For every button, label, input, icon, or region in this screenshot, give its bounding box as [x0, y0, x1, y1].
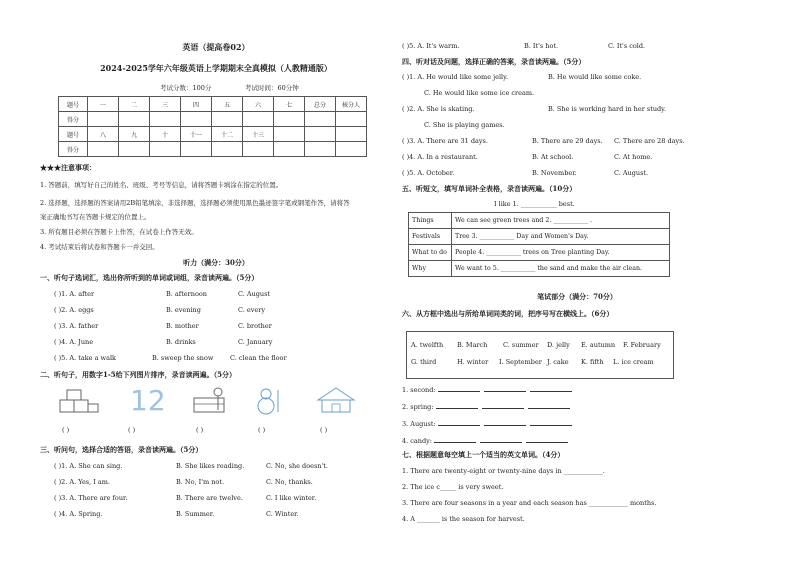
table-cell: 十	[150, 127, 181, 142]
table-cell: 六	[243, 97, 274, 112]
question-3-5[interactable]: ( )5. A. It's warm.	[402, 42, 460, 50]
table-value[interactable]: Tree 3. ___________ Day and Women's Day.	[452, 229, 670, 245]
word-option: J. cake	[547, 358, 569, 366]
option-b[interactable]: B. evening	[166, 306, 201, 314]
table-cell: 八	[88, 127, 119, 142]
answer-bracket[interactable]: ( )	[320, 426, 328, 434]
score-input-cell[interactable]	[212, 142, 243, 157]
word-option: H. winter	[457, 358, 489, 366]
option-c[interactable]: C. clean the floor	[230, 354, 287, 362]
option-c[interactable]: C. January	[238, 338, 273, 346]
table-cell: 得分	[59, 112, 88, 127]
option-b[interactable]: B. He would like some coke.	[548, 73, 642, 81]
table-value[interactable]: People 4. ___________ trees on Tree planting Day.	[452, 245, 670, 261]
option-b[interactable]: B. She likes reading.	[176, 462, 245, 470]
note-item: 1. 答题前，填写好自己的姓名、班级、考号等信息，请将答题卡填涂在指定的位置。	[40, 181, 283, 189]
table-cell	[336, 142, 367, 157]
option-b[interactable]: B. sweep the snow	[152, 354, 214, 362]
table-cell: 九	[119, 127, 150, 142]
word-option: A. twelfth	[411, 341, 444, 349]
option-b[interactable]: B. No, I'm not.	[176, 478, 225, 486]
section-1-title: 一、听句子选词汇，选出你所听到的单词或词组，录音读两遍。（5分）	[40, 273, 259, 282]
question-1-1[interactable]: ( )1. A. after	[54, 290, 95, 298]
table-key: Why	[409, 261, 452, 277]
answer-blank[interactable]	[436, 402, 478, 409]
question-1-3[interactable]: ( )3. A. father	[54, 322, 99, 330]
table-cell: 总分	[305, 97, 336, 112]
table-cell: 一	[88, 97, 119, 112]
match-label: 2. spring:	[402, 403, 434, 411]
table-cell: 三	[150, 97, 181, 112]
score-input-cell[interactable]	[119, 112, 150, 127]
option-c[interactable]: C. It's cold.	[608, 42, 646, 50]
match-label: 4. candy:	[402, 437, 432, 445]
match-line	[402, 385, 574, 394]
option-c[interactable]: C. every	[238, 306, 266, 314]
option-c[interactable]: C. She is playing games.	[424, 121, 505, 129]
number-twelve-picture: 12	[130, 384, 166, 417]
word-option: F. February	[623, 341, 661, 349]
section-3-title: 三、听问句，选择合适的答语，录音读两遍。（5分）	[40, 445, 203, 454]
score-info: 考试分数：100分	[160, 84, 212, 92]
paper-subtitle: 2024-2025学年六年级英语上学期期末全真模拟（人教精通版）	[100, 63, 332, 73]
table-cell: 题号	[59, 97, 88, 112]
table-cell	[305, 142, 336, 157]
table-cell	[305, 127, 336, 142]
score-input-cell[interactable]	[336, 112, 367, 127]
score-input-cell[interactable]	[243, 142, 274, 157]
answer-blank[interactable]	[434, 436, 476, 443]
option-c[interactable]: C. brother	[238, 322, 272, 330]
option-c[interactable]: C. August	[238, 290, 271, 298]
answer-blank[interactable]	[526, 436, 568, 443]
word-option: K. fifth	[581, 358, 604, 366]
answer-blank[interactable]	[484, 385, 526, 392]
note-item: 4. 考试结束后将试卷和答题卡一并交回。	[40, 243, 159, 251]
table-cell: 四	[181, 97, 212, 112]
question-1-4[interactable]: ( )4. A. June	[54, 338, 94, 346]
score-input-cell[interactable]	[150, 112, 181, 127]
table-key: Things	[409, 213, 452, 229]
match-line	[402, 419, 574, 428]
fill-question[interactable]: 2. The ice c_____ is very sweet.	[402, 483, 504, 491]
piano-picture-icon	[190, 386, 230, 418]
score-input-cell[interactable]	[212, 112, 243, 127]
option-b[interactable]: B. drinks	[166, 338, 196, 346]
question-4-2[interactable]: ( )2. A. She is skating.	[402, 105, 475, 113]
option-b[interactable]: B. She is working hard in her study.	[548, 105, 667, 113]
table-cell: 核分人	[336, 97, 367, 112]
table-cell: 十一	[181, 127, 212, 142]
listening-heading: 听力（满分：30分）	[183, 258, 249, 267]
fill-question[interactable]: 1. There are twenty-eight or twenty-nine days in ____________.	[402, 467, 605, 475]
answer-blank[interactable]	[528, 402, 570, 409]
table-cell	[274, 142, 305, 157]
match-label: 3. August:	[402, 420, 436, 428]
question-1-2[interactable]: ( )2. A. eggs	[54, 306, 94, 314]
table-key: What to do	[409, 245, 452, 261]
score-input-cell[interactable]	[274, 112, 305, 127]
answer-blank[interactable]	[480, 436, 522, 443]
spring-table	[408, 212, 670, 277]
table-key: Festivals	[409, 229, 452, 245]
score-input-cell[interactable]	[305, 112, 336, 127]
option-b[interactable]: B. November.	[532, 169, 577, 177]
answer-blank[interactable]	[530, 385, 572, 392]
blocks-picture-icon	[58, 388, 100, 416]
fill-intro[interactable]: I like 1. ___________ best.	[494, 200, 575, 208]
score-input-cell[interactable]	[243, 112, 274, 127]
table-cell: 题号	[59, 127, 88, 142]
score-input-cell[interactable]	[88, 112, 119, 127]
match-label: 1. second:	[402, 386, 436, 394]
table-cell: 十三	[243, 127, 274, 142]
match-line	[402, 402, 572, 411]
question-3-2[interactable]: ( )2. A. Yes, I am.	[54, 478, 111, 486]
score-input-cell[interactable]	[181, 112, 212, 127]
option-c[interactable]: C. I like winter.	[266, 494, 317, 502]
table-value[interactable]: We can see green trees and 2. ___________ .	[452, 213, 670, 229]
written-heading: 笔试部分（满分：70分）	[537, 292, 617, 301]
answer-bracket[interactable]: ( )	[258, 426, 266, 434]
section-6-title: 六、从方框中选出与所给单词同类的词，把序号写在横线上。（6分）	[402, 309, 614, 318]
answer-bracket[interactable]: ( )	[62, 426, 70, 434]
score-table	[58, 96, 367, 157]
time-info: 考试时间：60分钟	[245, 84, 299, 92]
option-c[interactable]: C. August.	[614, 169, 649, 177]
answer-blank[interactable]	[438, 419, 480, 426]
section-7-title: 七、根据题意每空填上一个适当的英文单词。（4分）	[402, 450, 565, 459]
option-b[interactable]: B. There are 29 days.	[532, 137, 603, 145]
notes-heading: ★★★注意事项：	[40, 163, 96, 172]
option-c[interactable]: C. At home.	[614, 153, 653, 161]
answer-blank[interactable]	[530, 419, 572, 426]
section-2-title: 二、听句子，用数字1-5给下列图片排序，录音读两遍。（5分）	[40, 370, 237, 379]
section-5-title: 五、听短文，填写单词补全表格，录音读两遍。（10分）	[402, 184, 577, 193]
word-box	[406, 331, 674, 379]
option-b[interactable]: B. It's hot.	[524, 42, 559, 50]
word-option: I. September	[499, 358, 542, 366]
option-b[interactable]: B. afternoon	[166, 290, 207, 298]
question-4-3[interactable]: ( )3. A. There are 31 days.	[402, 137, 488, 145]
answer-bracket[interactable]: ( )	[128, 426, 136, 434]
word-option: C. summer	[503, 341, 539, 349]
option-c[interactable]: C. There are 28 days.	[614, 137, 685, 145]
option-c[interactable]: C. No, thanks.	[266, 478, 313, 486]
question-4-4[interactable]: ( )4. A. In a restaurant.	[402, 153, 478, 161]
fill-question[interactable]: 4. A _______ is the season for harvest.	[402, 515, 525, 523]
score-input-cell[interactable]	[88, 142, 119, 157]
section-4-title: 四、听对话及问题，选择正确的答案，录音读两遍。（5分）	[402, 57, 586, 66]
table-value[interactable]: We want to 5. ___________ the sand and make the air clean.	[452, 261, 670, 277]
question-3-1[interactable]: ( )1. A. She can sing.	[54, 462, 123, 470]
answer-blank[interactable]	[438, 385, 480, 392]
note-item: 案正确地书写在答题卡规定的位置上。	[40, 213, 151, 221]
score-input-cell[interactable]	[181, 142, 212, 157]
snowman-picture-icon	[252, 386, 292, 416]
table-cell	[274, 127, 305, 142]
score-input-cell[interactable]	[119, 142, 150, 157]
table-cell	[336, 127, 367, 142]
snow-house-picture-icon	[314, 384, 358, 416]
option-c[interactable]: C. Winter.	[266, 510, 299, 518]
question-4-1[interactable]: ( )1. A. He would like some jelly.	[402, 73, 509, 81]
table-cell: 十二	[212, 127, 243, 142]
word-option: D. jelly	[547, 341, 570, 349]
match-line	[402, 436, 570, 445]
option-b[interactable]: B. mother	[166, 322, 199, 330]
table-cell: 得分	[59, 142, 88, 157]
option-b[interactable]: B. Summer.	[176, 510, 215, 518]
word-option: L. ice cream	[613, 358, 654, 366]
word-option: G. third	[411, 358, 437, 366]
word-option: E. autumn	[581, 341, 616, 349]
question-3-3[interactable]: ( )3. A. There are four.	[54, 494, 128, 502]
note-item: 3. 所有题目必须在答题卡上作答，在试卷上作答无效。	[40, 228, 198, 236]
question-1-5[interactable]: ( )5. A. take a walk	[54, 354, 116, 362]
score-input-cell[interactable]	[150, 142, 181, 157]
option-b[interactable]: B. There are twelve.	[176, 494, 243, 502]
question-3-4[interactable]: ( )4. A. Spring.	[54, 510, 103, 518]
answer-blank[interactable]	[482, 402, 524, 409]
answer-bracket[interactable]: ( )	[196, 426, 204, 434]
question-4-5[interactable]: ( )5. A. October.	[402, 169, 455, 177]
answer-blank[interactable]	[484, 419, 526, 426]
option-c[interactable]: C. No, she doesn't.	[266, 462, 328, 470]
table-cell: 七	[274, 97, 305, 112]
paper-title: 英语（提高卷02）	[182, 42, 250, 52]
fill-question[interactable]: 3. There are four seasons in a year and each season has ____________ months.	[402, 499, 657, 507]
word-option: B. March	[457, 341, 488, 349]
table-cell: 五	[212, 97, 243, 112]
option-c[interactable]: C. He would like some ice cream.	[424, 89, 535, 97]
table-cell: 二	[119, 97, 150, 112]
option-b[interactable]: B. At school.	[532, 153, 574, 161]
note-item: 2. 选择题，选择题的答案请用2B铅笔填涂，非选择题，选择题必须使用黑色墨迹签字笔或钢笔作答，请将答	[40, 199, 350, 207]
